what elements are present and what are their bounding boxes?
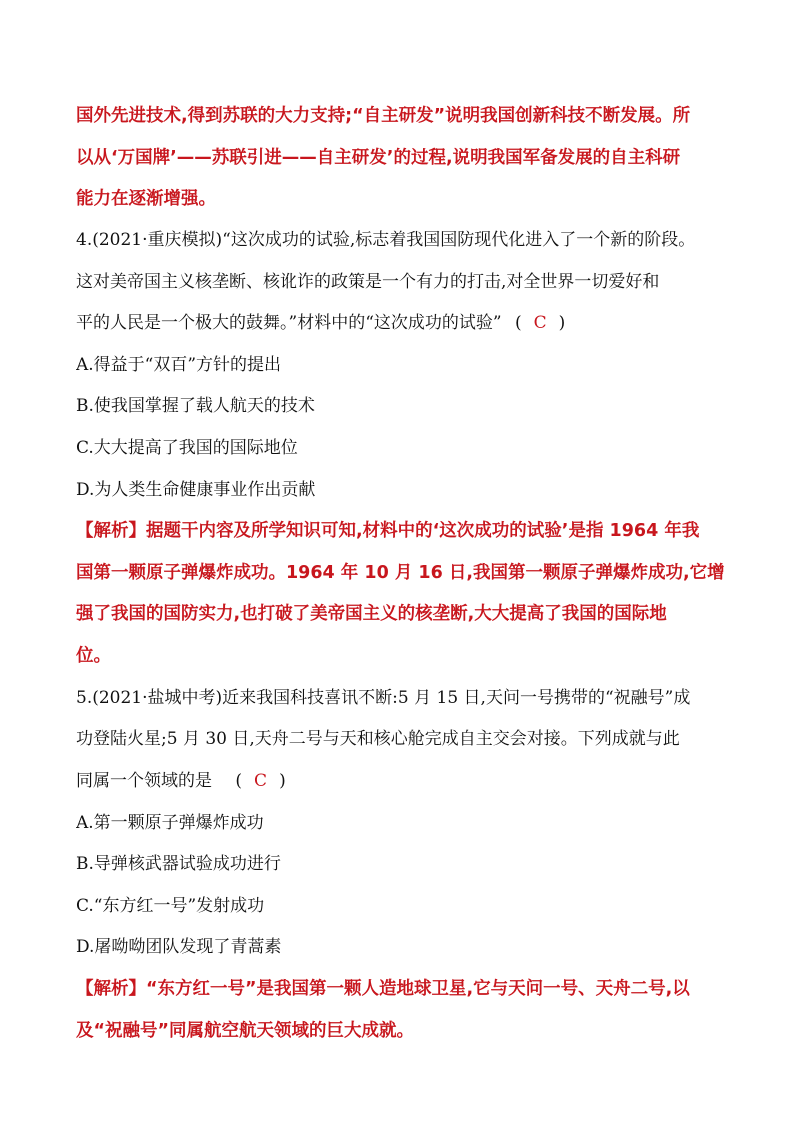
q4-option-d: D.为人类生命健康事业作出贡献 xyxy=(76,480,316,500)
q4-paren-open: ( xyxy=(514,313,522,333)
q4-paren-close: ) xyxy=(558,313,566,333)
q4-option-a: A.得益于“双百”方针的提出 xyxy=(76,355,282,375)
q4-analysis-line: 【解析】据题干内容及所学知识可知,材料中的‘这次成功的试验’是指 1964 年我 xyxy=(76,521,700,541)
q4-stem-text: 平的人民是一个极大的鼓舞。”材料中的“这次成功的试验” xyxy=(76,313,502,333)
q4-option-b: B.使我国掌握了载人航天的技术 xyxy=(76,396,315,416)
q5-answer: C xyxy=(254,771,268,791)
q5-option-c: C.“东方红一号”发射成功 xyxy=(76,896,265,916)
carry-over-line: 国外先进技术,得到苏联的大力支持;“自主研发”说明我国创新科技不断发展。所 xyxy=(76,106,691,126)
q5-paren-close: ) xyxy=(279,771,286,791)
carry-over-line: 以从‘万国牌’——苏联引进——自主研发’的过程,说明我国军备发展的自主科研 xyxy=(76,148,681,168)
q5-answer-paren xyxy=(235,769,285,793)
q4-option-c: C.大大提高了我国的国际地位 xyxy=(76,438,298,458)
q4-answer-paren xyxy=(515,311,565,335)
q5-stem-line: 功登陆火星;5 月 30 日,天舟二号与天和核心舱完成自主交会对接。下列成就与此 xyxy=(76,729,680,749)
q4-analysis-line: 强了我国的国防实力,也打破了美帝国主义的核垄断,大大提高了我国的国际地 xyxy=(76,604,667,624)
q5-option-a: A.第一颗原子弹爆炸成功 xyxy=(76,813,264,833)
carry-over-line: 能力在逐渐增强。 xyxy=(76,189,216,209)
q4-answer: C xyxy=(533,313,547,333)
q5-analysis-line: 【解析】“东方红一号”是我国第一颗人造地球卫星,它与天问一号、天舟二号,以 xyxy=(76,979,690,999)
q5-stem-line-last xyxy=(76,769,726,793)
q4-stem-line: 4.(2021·重庆模拟)“这次成功的试验,标志着我国国防现代化进入了一个新的阶段。 xyxy=(76,230,696,250)
q4-stem-line: 这对美帝国主义核垄断、核讹诈的政策是一个有力的打击,对全世界一切爱好和 xyxy=(76,272,660,292)
q4-analysis-line: 位。 xyxy=(76,646,111,666)
q4-analysis-line: 国第一颗原子弹爆炸成功。1964 年 10 月 16 日,我国第一颗原子弹爆炸成功,它增 xyxy=(76,563,725,583)
q5-stem-text: 同属一个领域的是 xyxy=(76,771,212,791)
q5-option-d: D.屠呦呦团队发现了青蒿素 xyxy=(76,937,282,957)
q5-analysis-line: 及“祝融号”同属航空航天领域的巨大成就。 xyxy=(76,1021,415,1041)
q5-option-b: B.导弹核武器试验成功进行 xyxy=(76,854,281,874)
q4-stem-line-last xyxy=(76,311,726,335)
q5-stem-line: 5.(2021·盐城中考)近来我国科技喜讯不断:5 月 15 日,天问一号携带的“祝融号”成 xyxy=(76,688,691,708)
q5-paren-open: ( xyxy=(235,771,243,791)
